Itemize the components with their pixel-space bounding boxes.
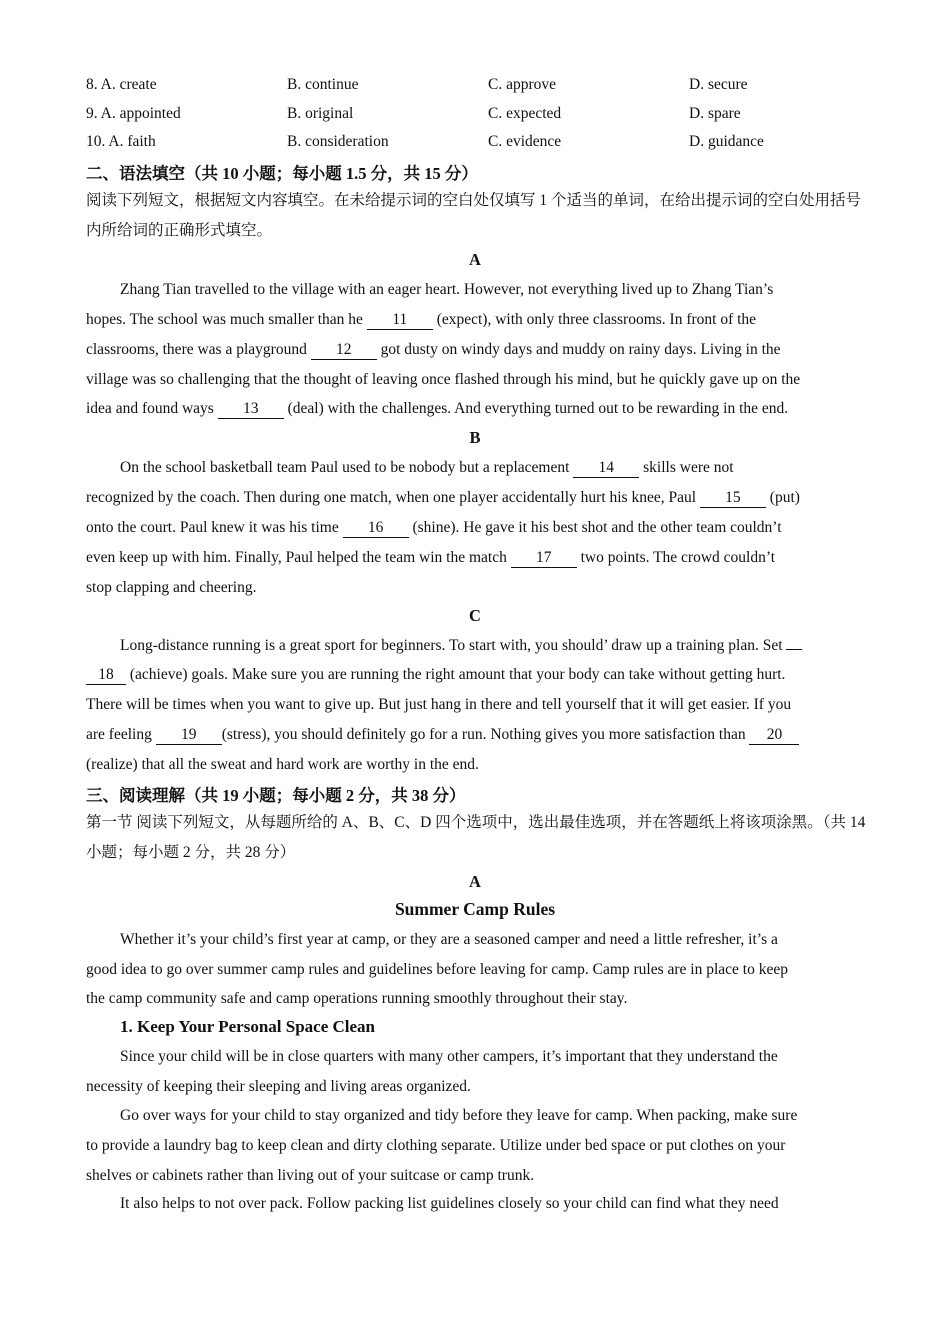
blank-15[interactable]: 15 [700, 489, 766, 508]
passage-c-line: (realize) that all the sweat and hard work are worthy in the end. [86, 756, 479, 773]
passage-b-line: On the school basketball team Paul used to be nobody but a replacement 14 skills were not [120, 459, 734, 476]
option-b: B. consideration [287, 133, 389, 150]
option-d: D. guidance [689, 133, 764, 150]
article-line: to provide a laundry bag to keep clean and dirty clothing separate. Utilize under bed space or put clothes on your [86, 1137, 786, 1154]
passage-b-letter: B [469, 428, 481, 447]
blank-13[interactable]: 13 [218, 400, 284, 419]
option-d: D. spare [689, 105, 741, 122]
blank-19[interactable]: 19 [156, 726, 222, 745]
article-line: necessity of keeping their sleeping and living areas organized. [86, 1078, 471, 1095]
article-line: Whether it’s your child’s first year at camp, or they are a seasoned camper and need a little refresher, it’s a [120, 931, 778, 948]
option-row-8 [86, 76, 886, 100]
passage-c-letter: C [469, 606, 481, 625]
option-c: C. expected [488, 105, 562, 122]
article-line: Go over ways for your child to stay organized and tidy before they leave for camp. When packing, make sure [120, 1107, 798, 1124]
option-row-10 [86, 133, 886, 157]
passage-a-line: village was so challenging that the thought of leaving once flashed through his mind, but he quickly gave up on the [86, 371, 801, 388]
passage-a-line: Zhang Tian travelled to the village with an eager heart. However, not everything lived up to Zhang Tian’s [120, 281, 774, 298]
passage-b-line: onto the court. Paul knew it was his time 16 (shine). He gave it his best shot and the other team couldn’t [86, 519, 782, 536]
option-c: C. approve [488, 76, 557, 93]
passage-a-letter: A [469, 250, 481, 269]
option-a: 8. A. create [86, 76, 157, 93]
blank-16[interactable]: 16 [343, 519, 409, 538]
reading-a-letter: A [469, 872, 481, 891]
article-line: the camp community safe and camp operations running smoothly throughout their stay. [86, 990, 628, 1007]
blank-20[interactable]: 20 [749, 726, 799, 745]
blank-11[interactable]: 11 [367, 311, 433, 330]
blank-12[interactable]: 12 [311, 341, 377, 360]
section-2-heading: 二、语法填空（共 10 小题；每小题 1.5 分，共 15 分） [86, 164, 478, 183]
passage-b-line: even keep up with him. Finally, Paul helped the team win the match 17 two points. The crowd couldn’t [86, 549, 776, 566]
blank-18-start[interactable] [786, 631, 802, 650]
passage-c-line: 18 (achieve) goals. Make sure you are running the right amount that your body can take without getting hurt. [86, 660, 876, 690]
passage-c-line: are feeling 19 (stress), you should definitely go for a run. Nothing gives you more satisfaction than 20 [86, 720, 876, 750]
passage-c-line: Long-distance running is a great sport for beginners. To start with, you should’ draw up a training plan. Set [86, 631, 910, 661]
passage-b-line: recognized by the coach. Then during one match, when one player accidentally hurt his knee, Paul 15 (put) [86, 489, 800, 506]
article-line: shelves or cabinets rather than living out of your suitcase or camp trunk. [86, 1167, 535, 1184]
blank-17[interactable]: 17 [511, 549, 577, 568]
section-3-instruction: 第一节 阅读下列短文，从每题所给的 A、B、C、D 四个选项中，选出最佳选项，并在答题纸上将该项涂黑。（共 14 小题；每小题 2 分，共 28 分） [86, 814, 866, 861]
passage-a-line: classrooms, there was a playground 12 got dusty on windy days and muddy on rainy days. Living in the [86, 341, 781, 358]
section-3-heading: 三、阅读理解（共 19 小题；每小题 2 分，共 38 分） [86, 786, 466, 805]
section-2-instruction: 阅读下列短文，根据短文内容填空。在未给提示词的空白处仅填写 1 个适当的单词，在给出提示词的空白处用括号内所给词的正确形式填空。 [86, 192, 862, 239]
option-a: 10. A. faith [86, 133, 156, 150]
blank-14[interactable]: 14 [573, 459, 639, 478]
passage-a-line: hopes. The school was much smaller than he 11 (expect), with only three classrooms. In front of the [86, 311, 757, 328]
passage-c-line: There will be times when you want to give up. But just hang in there and tell yourself that it will get easier. If you [86, 696, 792, 713]
option-row-9 [86, 105, 886, 129]
article-line: It also helps to not over pack. Follow packing list guidelines closely so your child can find what they need [120, 1195, 779, 1212]
option-b: B. original [287, 105, 354, 122]
article-line: Since your child will be in close quarters with many other campers, it’s important that they understand the [120, 1048, 778, 1065]
option-c: C. evidence [488, 133, 562, 150]
article-title: Summer Camp Rules [394, 899, 556, 919]
option-a: 9. A. appointed [86, 105, 181, 122]
passage-b-line: stop clapping and cheering. [86, 579, 257, 596]
article-line: good idea to go over summer camp rules and guidelines before leaving for camp. Camp rules are in place to keep [86, 961, 788, 978]
article-subheading: 1. Keep Your Personal Space Clean [120, 1017, 375, 1036]
passage-a-line: idea and found ways 13 (deal) with the challenges. And everything turned out to be rewarding in the end. [86, 400, 789, 417]
option-b: B. continue [287, 76, 359, 93]
option-d: D. secure [689, 76, 748, 93]
blank-18[interactable]: 18 [86, 666, 126, 685]
